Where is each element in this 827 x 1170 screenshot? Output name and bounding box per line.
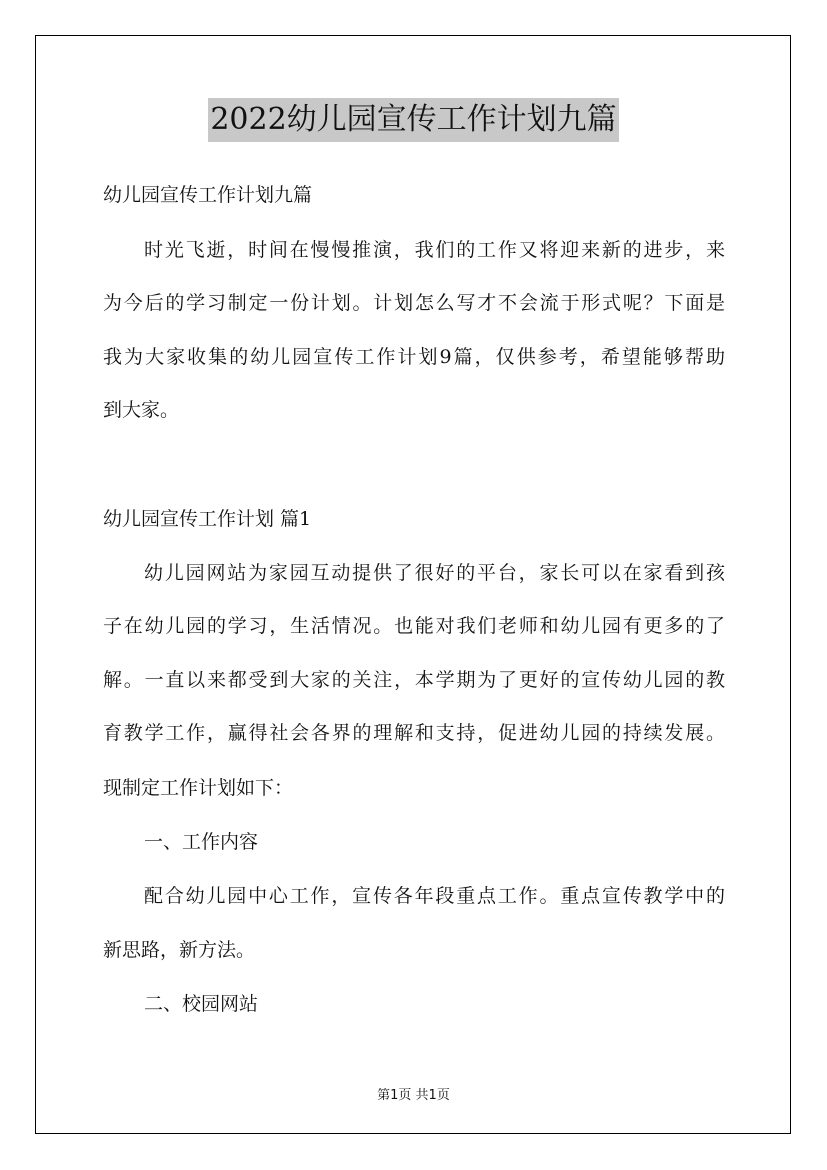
item-1-line-2: 新思路，新方法。 — [103, 939, 256, 961]
page-footer: 第1页 共1页 — [377, 1088, 450, 1103]
intro-line-4: 到大家。 — [103, 399, 180, 421]
item-2-heading: 二、校园网站 — [144, 993, 259, 1015]
section-1-line-4: 育教学工作，赢得社会各界的理解和支持，促进幼儿园的持续发展。 — [103, 722, 725, 744]
item-1-heading: 一、工作内容 — [144, 831, 259, 853]
section-1-line-3: 解。一直以来都受到大家的关注，本学期为了更好的宣传幼儿园的教 — [103, 669, 725, 691]
section-1-line-5: 现制定工作计划如下： — [103, 777, 294, 799]
intro-line-2: 为今后的学习制定一份计划。计划怎么写才不会流于形式呢？下面是 — [103, 292, 725, 314]
intro-line-3: 我为大家收集的幼儿园宣传工作计划9篇，仅供参考，希望能够帮助 — [103, 346, 725, 368]
item-1-line-1: 配合幼儿园中心工作，宣传各年段重点工作。重点宣传教学中的 — [144, 885, 725, 907]
section-1-heading: 幼儿园宣传工作计划 篇1 — [103, 508, 312, 530]
title-container — [0, 98, 827, 142]
section-1-line-2: 子在幼儿园的学习，生活情况。也能对我们老师和幼儿园有更多的了 — [103, 615, 725, 637]
document-subtitle: 幼儿园宣传工作计划九篇 — [103, 184, 313, 206]
document-title: 2022幼儿园宣传工作计划九篇 — [208, 98, 618, 142]
intro-line-1: 时光飞逝，时间在慢慢推演，我们的工作又将迎来新的进步，来 — [144, 239, 725, 261]
section-1-line-1: 幼儿园网站为家园互动提供了很好的平台，家长可以在家看到孩 — [144, 562, 725, 584]
